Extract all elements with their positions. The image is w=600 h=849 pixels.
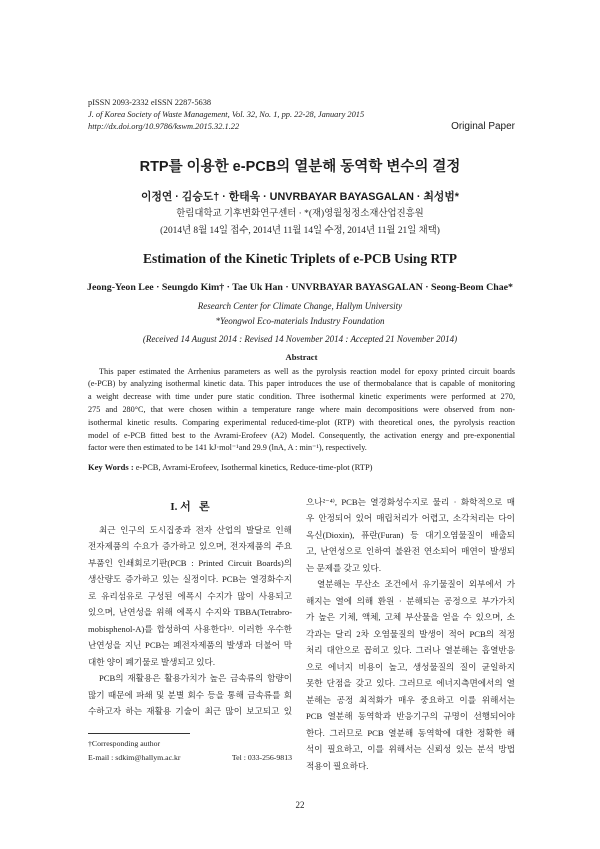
- paragraph-line: 열분해는 무산소 조건에서 유기물질이 외부에서 가: [317, 579, 515, 590]
- paragraph-line: 수하고자 하는 재활용 기술이 최근 많이 보고되고 있: [88, 706, 292, 717]
- abstract-line: isothermal kinetic results. Comparing experimental reduced-time-plot (RTP) with theoretical ones, the pyrolysis reaction: [88, 417, 515, 427]
- authors-korean: 이정연 · 김승도† · 한태욱 · UNVRBAYAR BAYASGALAN · 최성범*: [141, 191, 459, 203]
- paragraph-line: 한다. 그러므로 PCB 열분해 동역학에 대한 정확한 해: [306, 727, 515, 738]
- journal-citation-text: J. of Korea Society of Waste Management, Vol. 32, No. 1, pp. 22-28, January 2015: [88, 110, 365, 119]
- paragraph-line: 처리 대안으로 꼽히고 있다. 그러나 열분해는 흡열반응: [306, 645, 515, 656]
- paragraph-line: 생산량도 증가하고 있는 실정이다. PCB는 열경화수지: [88, 574, 292, 585]
- paragraph-line: 부품인 인쇄회로기판(PCB : Printed Circuit Boards)의: [88, 557, 292, 568]
- received-dates-text: (Received 14 August 2014 : Revised 14 November 2014 : Accepted 21 November 2014): [142, 334, 458, 344]
- title-korean: RTP를 이용한 e-PCB의 열분해 동역학 변수의 결정: [139, 159, 461, 175]
- footnote-rule: [88, 733, 190, 734]
- footnote-corresponding: †Corresponding author: [88, 739, 161, 748]
- authors-english: Jeong-Yeon Lee · Seungdo Kim† · Tae Uk Han · UNVRBAYAR BAYASGALAN · Seong-Beom Chae*: [87, 282, 513, 293]
- paragraph-line: 으나²⁻⁴⁾, PCB는 열경화성수지로 물리 · 화학적으로 매: [306, 496, 515, 507]
- abstract-body: [88, 366, 515, 456]
- footnote-tel: Tel : 033-256-9813: [231, 753, 292, 762]
- abstract-line: a weight decrease with time under pure static condition. Three isothermal kinetic experiments were performed at 270,: [88, 392, 515, 402]
- abstract-line: factor were then estimated to be 141 kJ·mol⁻¹and 29.9 (lnA, A : min⁻¹), respectively.: [88, 443, 367, 453]
- paragraph-line: PCB의 재활용은 활용가치가 높은 금속류의 함량이: [99, 673, 292, 684]
- section-heading-introduction: I. 서 론: [170, 501, 210, 513]
- paragraph-line: 있으며, 난연성을 위해 에폭시 수지와 TBBA(Tetrabro-: [88, 607, 292, 618]
- abstract-line: model of e-PCB fitted best to the Avrami-Erofeev (A2) Model. Consequently, the activation energy and pre-exponential: [88, 430, 515, 440]
- paragraph-line: 로 유리섬유로 구성된 에폭시 수지가 많이 사용되고: [88, 590, 292, 601]
- paragraph-line: 옥신(Dioxin), 퓨란(Furan) 등 대기오염물질이 배출되: [306, 529, 515, 540]
- paragraph-line: 대한 양이 폐기물로 발생되고 있다.: [88, 656, 215, 667]
- paragraph-line: PCB 열분해 동역학과 반응기구의 규명이 선행되어야: [306, 711, 515, 722]
- affiliation-english-2: *Yeongwol Eco-materials Industry Foundation: [215, 316, 385, 326]
- right-column: [306, 494, 515, 775]
- left-column: [88, 522, 292, 720]
- paragraph-line: 해지는 열에 의해 환원 · 분해되는 공정으로 부가가치: [306, 595, 515, 606]
- paragraph-line: 석이 필요하고, 이를 위해서는 신뢰성 있는 분석 방법: [306, 744, 515, 755]
- received-dates-english: [60, 332, 540, 346]
- paragraph-line: 적용이 필요하다.: [306, 760, 369, 771]
- paragraph-line: 가 높은 기체, 액체, 고체 부산물을 얻을 수 있으며, 소: [306, 612, 515, 623]
- abstract-line: 275 and 280°C, that were chosen within a temperature range where main decompositions were observed from non-: [88, 404, 515, 414]
- keywords-text: e-PCB, Avrami-Erofeev, Isothermal kinetics, Reduce-time-plot (RTP): [133, 461, 373, 472]
- paragraph-line: 최근 인구의 도시집중과 전자 산업의 발달로 인해: [99, 524, 292, 535]
- paragraph-line: 분해는 공정 최적화가 매우 중요하고 이를 위해서는: [306, 694, 515, 705]
- keywords-label: Key Words :: [88, 461, 134, 472]
- dates-korean: (2014년 8월 14일 접수, 2014년 11월 14일 수정, 2014년 11월 21일 채택): [160, 226, 440, 236]
- paragraph-line: 고, 난연성으로 인하여 불완전 연소되어 매연이 발생되: [306, 546, 515, 557]
- affiliation-korean: 한림대학교 기후변화연구센터 · *(재)영월청정소재산업진흥원: [176, 209, 424, 219]
- paragraph-line: 못한 단점을 갖고 있다. 그러므로 에너지측면에서의 열: [306, 678, 515, 689]
- paragraph-line: 각과는 달리 2차 오염물질의 발생이 적어 PCB의 적정: [306, 628, 515, 639]
- paragraph-line: 는 문제를 갖고 있다.: [306, 562, 382, 573]
- issn-line: pISSN 2093-2332 eISSN 2287-5638: [88, 98, 212, 107]
- abstract-heading: Abstract: [285, 352, 318, 362]
- affiliation-english-1: Research Center for Climate Change, Hallym University: [197, 301, 403, 311]
- abstract-line: (e-PCB) by analyzing isothermal kinetic data. This paper introduces the use of thermobalance that is capable of monitoring: [88, 379, 515, 389]
- paragraph-line: mobisphenol-A)를 합성하여 사용한다¹⁾. 이러한 우수한: [88, 623, 292, 634]
- keywords: [88, 461, 515, 474]
- abstract-line: This paper estimated the Arrhenius parameters as well as the pyrolysis reaction model for epoxy printed circuit boards: [99, 366, 515, 376]
- paragraph-line: 난연성을 지닌 PCB는 폐전자제품의 발생과 더불어 막: [88, 640, 292, 651]
- page-number: 22: [295, 800, 305, 810]
- paragraph-line: 우 안정되어 있어 매립처리가 어렵고, 소각처리는 다이: [306, 513, 515, 524]
- paragraph-line: 으로 에너지 비용이 높고, 생성물질의 질이 균일하지: [306, 661, 515, 672]
- paragraph-line: 많기 때문에 파쇄 및 분별 회수 등을 통해 금속류를 회: [88, 689, 292, 700]
- paper-type-label: Original Paper: [451, 121, 515, 132]
- footnote-contact: [88, 751, 292, 765]
- footnote-email[interactable]: E-mail : sdkim@hallym.ac.kr: [88, 753, 181, 762]
- paragraph-line: 전자제품의 수요가 증가하고 있으며, 전자제품의 주요: [88, 541, 292, 552]
- title-english: Estimation of the Kinetic Triplets of e-PCB Using RTP: [142, 251, 457, 266]
- doi-text[interactable]: http://dx.doi.org/10.9786/kswm.2015.32.1.22: [88, 122, 240, 131]
